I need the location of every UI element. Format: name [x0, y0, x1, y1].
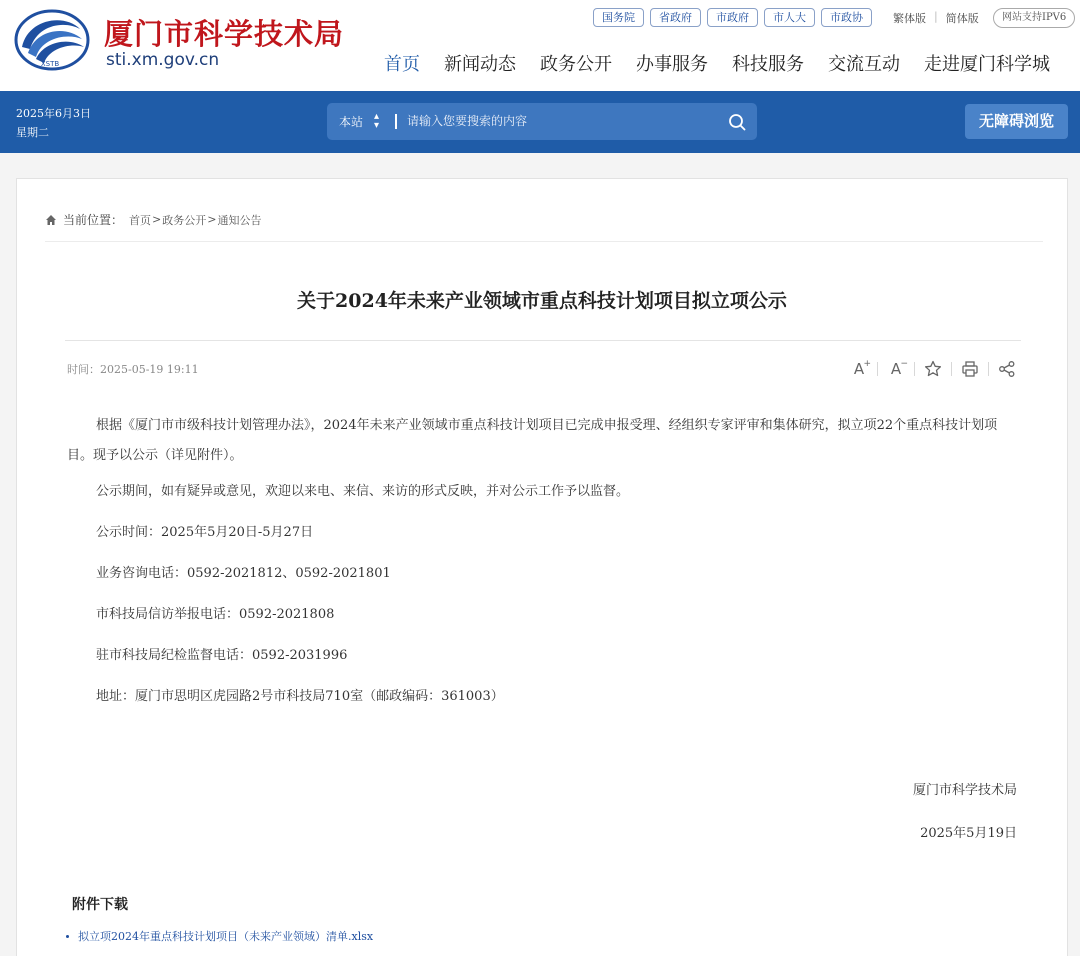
font-decrease-icon[interactable]: A −: [890, 359, 908, 378]
svg-text:XSTB: XSTB: [40, 60, 60, 68]
breadcrumb: [45, 211, 261, 228]
current-date: [16, 104, 91, 142]
share-icon[interactable]: [997, 359, 1017, 379]
nav-services[interactable]: 办事服务: [636, 54, 708, 75]
accessibility-button[interactable]: 无障碍浏览: [965, 104, 1068, 139]
top-link-province[interactable]: 省政府: [650, 8, 701, 27]
top-link-city-cppcc[interactable]: 市政协: [821, 8, 872, 27]
article-sign-date: 2025年5月19日: [920, 826, 1017, 841]
article-body: [67, 411, 1023, 723]
weekday-text: 星期二: [16, 126, 49, 139]
date-text: 2025年6月3日: [16, 107, 91, 120]
search-input[interactable]: [407, 110, 717, 132]
nav-interaction[interactable]: 交流互动: [828, 54, 900, 75]
top-links: [593, 8, 872, 27]
breadcrumb-home[interactable]: 首页: [129, 213, 152, 227]
nav-tech-services[interactable]: 科技服务: [732, 54, 804, 75]
top-link-state-council[interactable]: 国务院: [593, 8, 644, 27]
breadcrumb-gov-affairs[interactable]: 政务公开: [162, 213, 207, 227]
nav-science-city[interactable]: 走进厦门科学城: [924, 54, 1050, 75]
tool-divider: [877, 362, 878, 376]
tool-divider: [951, 362, 952, 376]
site-domain: sti.xm.gov.cn: [106, 50, 220, 70]
breadcrumb-divider: [45, 241, 1043, 242]
article-paragraph: 公示时间：2025年5月20日-5月27日: [96, 525, 314, 540]
ipv6-badge: 网站支持IPV6: [993, 8, 1075, 28]
breadcrumb-sep: >: [207, 213, 217, 226]
article-panel: [16, 178, 1068, 956]
lang-divider: |: [934, 10, 938, 23]
publish-time-value: 2025-05-19 19:11: [100, 363, 199, 376]
language-switch: [893, 10, 979, 26]
font-increase-icon[interactable]: A +: [853, 359, 871, 378]
site-header: [0, 0, 1080, 91]
article-paragraph: 驻市科技局纪检监督电话：0592-2031996: [96, 648, 348, 663]
main-nav: [384, 50, 1050, 76]
search-icon[interactable]: [727, 112, 747, 132]
nav-gov-affairs[interactable]: 政务公开: [540, 54, 612, 75]
top-link-city-gov[interactable]: 市政府: [707, 8, 758, 27]
article-paragraph: 市科技局信访举报电话：0592-2021808: [96, 607, 335, 622]
article-paragraph: 根据《厦门市市级科技计划管理办法》，2024年未来产业领域市重点科技计划项目已完成申报受理、经组织专家评审和集体研究，拟立项22个重点科技计划项目。现予以公示（详见附件）。: [67, 418, 998, 463]
top-link-city-congress[interactable]: 市人大: [764, 8, 815, 27]
simplified-chinese-link[interactable]: 简体版: [945, 12, 979, 25]
tool-divider: [914, 362, 915, 376]
attachment-item[interactable]: [66, 928, 373, 944]
search-box: [327, 103, 757, 140]
article-tools: [849, 359, 1017, 379]
breadcrumb-sep: >: [152, 213, 162, 226]
search-bar-strip: [0, 91, 1080, 153]
attachments-title: 附件下载: [72, 897, 128, 913]
breadcrumb-label: 当前位置：: [63, 213, 124, 227]
nav-home[interactable]: 首页: [384, 54, 420, 75]
print-icon[interactable]: [960, 359, 980, 379]
article-paragraph: 地址：厦门市思明区虎园路2号市科技局710室（邮政编码：361003）: [96, 689, 504, 704]
attachment-link[interactable]: 拟立项2024年重点科技计划项目（未来产业领域）清单.xlsx: [78, 930, 374, 943]
traditional-chinese-link[interactable]: 繁体版: [893, 12, 926, 25]
bullet-icon: [66, 935, 69, 938]
article-paragraph: 公示期间，如有疑异或意见，欢迎以来电、来信、来访的形式反映，并对公示工作予以监督。: [96, 484, 630, 499]
scope-caret-icon[interactable]: ▴ ▾: [374, 111, 380, 131]
title-divider: [65, 340, 1021, 341]
search-divider: [395, 114, 397, 129]
xstb-logo-icon[interactable]: [14, 9, 90, 71]
article-title: 关于2024年未来产业领域市重点科技计划项目拟立项公示: [297, 290, 787, 312]
star-icon[interactable]: [923, 359, 943, 379]
nav-news[interactable]: 新闻动态: [444, 54, 516, 75]
breadcrumb-notices[interactable]: 通知公告: [217, 213, 262, 227]
publish-time-label: 时间：: [67, 363, 100, 376]
attachments-list: [66, 928, 373, 944]
publish-time: [67, 361, 199, 377]
search-scope-select[interactable]: 本站: [339, 115, 364, 129]
article-signature: 厦门市科学技术局: [912, 783, 1017, 798]
tool-divider: [988, 362, 989, 376]
site-name[interactable]: 厦门市科学技术局: [104, 17, 345, 51]
home-icon: [45, 214, 57, 226]
article-paragraph: 业务咨询电话：0592-2021812、0592-2021801: [96, 566, 391, 581]
